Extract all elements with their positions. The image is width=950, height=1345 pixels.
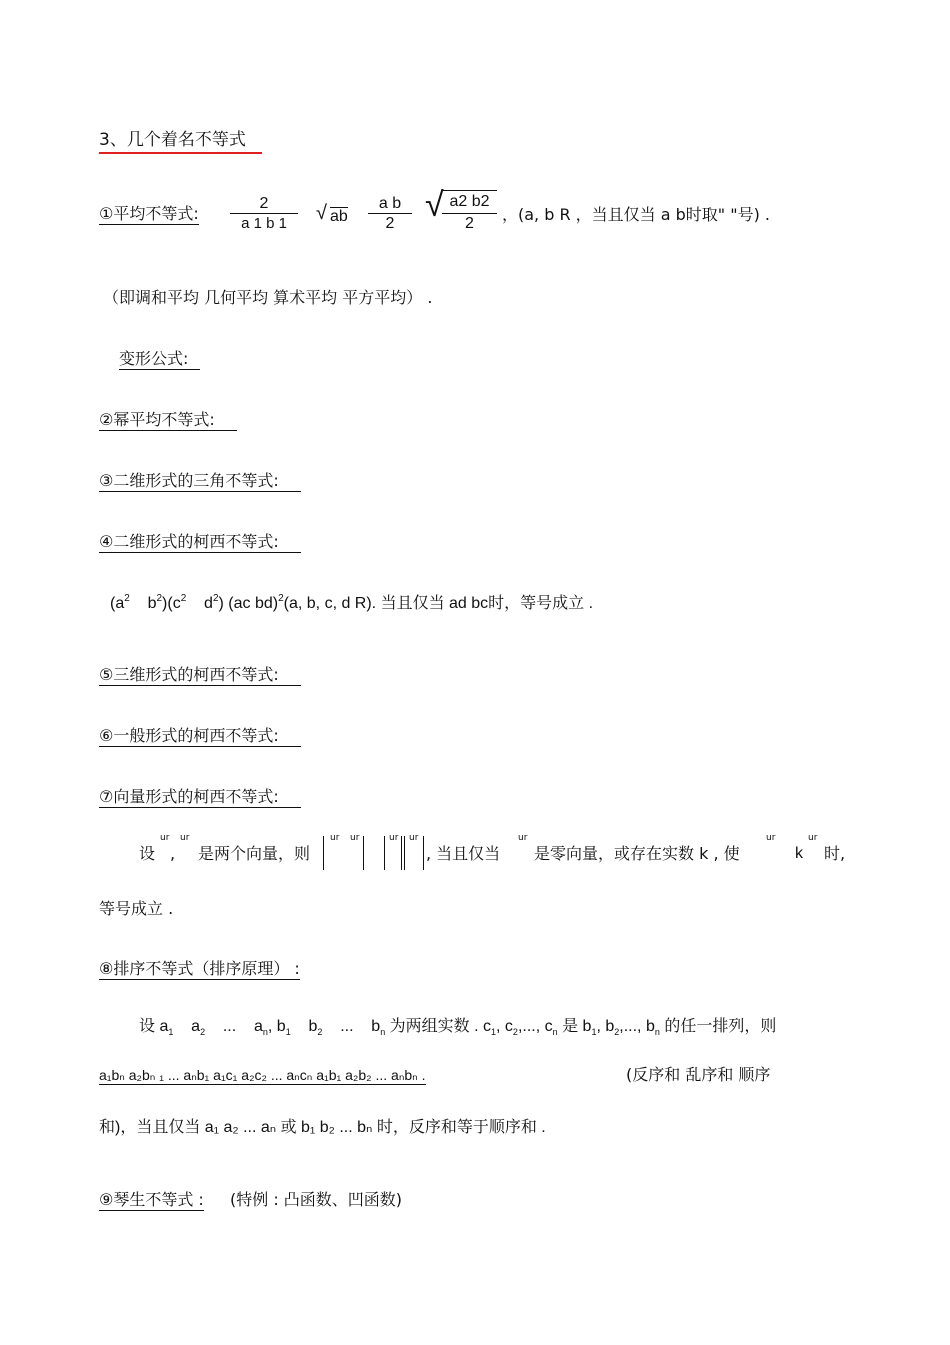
arithmetic-denominator: 2 (385, 215, 395, 232)
vector-arrow: ur (160, 833, 170, 843)
scalar-k: k (795, 845, 803, 862)
quadratic-fraction (442, 190, 497, 234)
heading-underline (99, 152, 262, 154)
formula-part: (a, b, c, d R). 当且仅当 ad bc时，等号成立 . (283, 595, 594, 612)
cauchy-general-label: ⑥一般形式的柯西不等式: (99, 728, 301, 747)
quadratic-numerator: a2 b2 (449, 193, 490, 210)
power-mean-label: ②幂平均不等式: (99, 412, 237, 431)
harmonic-numerator: 2 (259, 195, 269, 212)
vector-arrow: ur (350, 833, 360, 843)
abs-bar (323, 836, 324, 870)
rearrangement-setup: 设 $a_1$ $a_2$ ... $a_n$, $b_1$ $b_2$ ... $b_n$ 为两组实数 . $c_1$, $c_2$,..., $c_n$ 是 $b_1$, $b_2$,..., $b_n$ 的任一排列，则 (139, 1018, 777, 1037)
abs-bar (423, 836, 424, 870)
mean-inequality-label: ①平均不等式: (99, 204, 199, 223)
vector-condition-text: , 当且仅当 (426, 844, 501, 863)
rearrangement-inequality-chain: a₁bₙ a₂bₙ ₁ ... aₙb₁ a₁c₁ a₂c₂ ... aₙcₙ a₁b₁ a₂b₂ ... aₙbₙ . (99, 1067, 426, 1083)
formula-part: (a (110, 595, 125, 612)
rearrangement-label: ⑧排序不等式（排序原理） : (99, 959, 300, 978)
comma: , (170, 844, 176, 863)
transform-formula-label: 变形公式: (119, 351, 200, 370)
section-heading: 3、几个着名不等式 (99, 130, 246, 150)
geometric-mean: ab (330, 208, 348, 225)
formula-part: b (147, 595, 157, 612)
rearrangement-order-note: (反序和 乱序和 顺序 (626, 1065, 771, 1084)
vector-arrow: ur (766, 833, 776, 843)
vector-setup-text: 是两个向量，则 (198, 844, 311, 863)
arithmetic-fraction (368, 195, 412, 234)
vector-equality-text: 等号成立 . (99, 899, 174, 918)
rearrangement-condition: 和)，当且仅当 a₁ a₂ ... aₙ 或 b₁ b₂ ... bₙ 时，反序和等于顺序和 . (99, 1119, 546, 1136)
formula-part: d (204, 595, 213, 612)
quadratic-denominator: 2 (465, 215, 474, 232)
vector-arrow: ur (409, 833, 419, 843)
vector-condition-text: 是零向量，或存在实数 k , 使 (534, 844, 740, 863)
vector-setup-text: 设 (139, 844, 156, 863)
setup-part: 为两组实数 . c (389, 1018, 492, 1035)
arithmetic-numerator: a b (378, 195, 402, 212)
vector-arrow: ur (180, 833, 190, 843)
sqrt-sign: √ (316, 202, 327, 224)
setup-part: 设 a (139, 1018, 169, 1035)
harmonic-fraction (230, 195, 298, 234)
triangle-inequality-label: ③二维形式的三角不等式: (99, 473, 301, 492)
formula-part: )(c (162, 595, 181, 612)
formula-part: ) (ac bd) (218, 595, 279, 612)
cauchy-2d-label: ④二维形式的柯西不等式: (99, 534, 301, 553)
vector-arrow: ur (808, 833, 818, 843)
abs-bar (404, 836, 405, 870)
cauchy-2d-formula: ($a^2$ $b^2)(c^2$ $d^2$) (ac bd)$^2$(a, b, c, d R). 当且仅当 ad bc时，等号成立 . (110, 593, 594, 612)
vector-arrow: ur (330, 833, 340, 843)
abs-bar (401, 836, 402, 870)
abs-bar (363, 836, 364, 870)
jensen-note: (特例 : 凸函数、凹函数) (230, 1190, 403, 1209)
vector-arrow: ur (389, 833, 399, 843)
setup-part: 是 b (562, 1018, 592, 1035)
vector-arrow: ur (518, 833, 528, 843)
abs-bar (384, 836, 385, 870)
cauchy-vector-label: ⑦向量形式的柯西不等式: (99, 789, 301, 808)
vector-condition-text: 时, (824, 844, 846, 863)
mean-order-note: （即调和平均 几何平均 算术平均 平方平均） . (103, 288, 433, 307)
setup-part: 的任一排列，则 (664, 1018, 777, 1035)
jensen-label: ⑨琴生不等式 : (99, 1190, 204, 1209)
harmonic-denominator: a 1 b 1 (241, 215, 287, 232)
cauchy-3d-label: ⑤三维形式的柯西不等式: (99, 667, 301, 686)
mean-inequality-condition: ，(a, b R ，当且仅当 a b时取" "号) . (502, 205, 771, 224)
big-sqrt-sign: √ (425, 186, 444, 224)
